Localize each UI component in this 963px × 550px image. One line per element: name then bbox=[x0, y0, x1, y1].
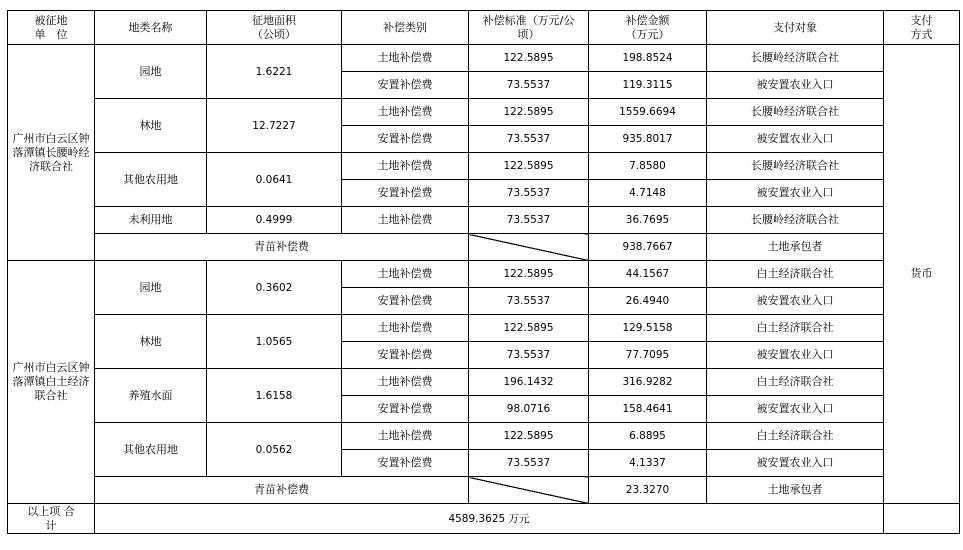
comp-type-cell: 安置补偿费 bbox=[342, 288, 469, 315]
payee-cell: 被安置农业入口 bbox=[707, 450, 884, 477]
diagonal-empty-cell bbox=[469, 477, 589, 504]
table-row bbox=[8, 369, 960, 396]
comp-type-cell: 安置补偿费 bbox=[342, 126, 469, 153]
table-row bbox=[8, 207, 960, 234]
seedling-payee-cell: 土地承包者 bbox=[707, 477, 884, 504]
area-cell: 12.7227 bbox=[207, 99, 342, 153]
payee-cell: 长腰岭经济联合社 bbox=[707, 45, 884, 72]
standard-cell: 122.5895 bbox=[469, 315, 589, 342]
comp-type-cell: 土地补偿费 bbox=[342, 369, 469, 396]
amount-cell: 198.8524 bbox=[589, 45, 707, 72]
amount-cell: 129.5158 bbox=[589, 315, 707, 342]
seedling-amount-cell: 23.3270 bbox=[589, 477, 707, 504]
header-standard: 补偿标准（万元/公 顷） bbox=[469, 11, 589, 45]
payee-cell: 被安置农业入口 bbox=[707, 126, 884, 153]
standard-cell: 122.5895 bbox=[469, 45, 589, 72]
comp-type-cell: 土地补偿费 bbox=[342, 153, 469, 180]
header-area: 征地面积 （公顷） bbox=[207, 11, 342, 45]
comp-type-cell: 安置补偿费 bbox=[342, 396, 469, 423]
comp-type-cell: 土地补偿费 bbox=[342, 315, 469, 342]
land-type-cell: 其他农用地 bbox=[95, 153, 207, 207]
unit-name-cell: 广州市白云区钟落潭镇长腰岭经济联合社 bbox=[8, 45, 95, 261]
table-row bbox=[8, 153, 960, 180]
payee-cell: 被安置农业入口 bbox=[707, 180, 884, 207]
comp-type-cell: 土地补偿费 bbox=[342, 261, 469, 288]
area-cell: 1.0565 bbox=[207, 315, 342, 369]
amount-cell: 77.7095 bbox=[589, 342, 707, 369]
land-type-cell: 林地 bbox=[95, 315, 207, 369]
header-pay-method: 支付 方式 bbox=[884, 11, 960, 45]
area-cell: 1.6158 bbox=[207, 369, 342, 423]
comp-type-cell: 土地补偿费 bbox=[342, 45, 469, 72]
standard-cell: 122.5895 bbox=[469, 423, 589, 450]
payee-cell: 白土经济联合社 bbox=[707, 315, 884, 342]
pay-method-cell: 货币 bbox=[884, 45, 960, 504]
seedling-label-cell: 青苗补偿费 bbox=[95, 477, 469, 504]
comp-type-cell: 安置补偿费 bbox=[342, 450, 469, 477]
standard-cell: 73.5537 bbox=[469, 450, 589, 477]
table-row bbox=[8, 45, 960, 72]
total-row bbox=[8, 504, 960, 534]
land-type-cell: 未利用地 bbox=[95, 207, 207, 234]
standard-cell: 98.0716 bbox=[469, 396, 589, 423]
standard-cell: 122.5895 bbox=[469, 261, 589, 288]
payee-cell: 长腰岭经济联合社 bbox=[707, 207, 884, 234]
standard-cell: 73.5537 bbox=[469, 72, 589, 99]
payee-cell: 被安置农业入口 bbox=[707, 396, 884, 423]
compensation-table bbox=[7, 10, 960, 534]
payee-cell: 白土经济联合社 bbox=[707, 261, 884, 288]
total-empty-cell bbox=[884, 504, 960, 534]
table-row bbox=[8, 99, 960, 126]
comp-type-cell: 安置补偿费 bbox=[342, 180, 469, 207]
comp-type-cell: 土地补偿费 bbox=[342, 423, 469, 450]
amount-cell: 316.9282 bbox=[589, 369, 707, 396]
unit-name-cell: 广州市白云区钟落潭镇白土经济联合社 bbox=[8, 261, 95, 504]
seedling-row bbox=[8, 234, 960, 261]
payee-cell: 被安置农业入口 bbox=[707, 72, 884, 99]
table-row bbox=[8, 261, 960, 288]
total-label-cell: 以上项 合 计 bbox=[8, 504, 95, 534]
amount-cell: 4.1337 bbox=[589, 450, 707, 477]
standard-cell: 122.5895 bbox=[469, 99, 589, 126]
standard-cell: 73.5537 bbox=[469, 126, 589, 153]
amount-cell: 935.8017 bbox=[589, 126, 707, 153]
header-comp-type: 补偿类别 bbox=[342, 11, 469, 45]
amount-cell: 44.1567 bbox=[589, 261, 707, 288]
payee-cell: 白土经济联合社 bbox=[707, 423, 884, 450]
header-unit: 被征地 单 位 bbox=[8, 11, 95, 45]
area-cell: 1.6221 bbox=[207, 45, 342, 99]
amount-cell: 1559.6694 bbox=[589, 99, 707, 126]
header-land-type: 地类名称 bbox=[95, 11, 207, 45]
comp-type-cell: 土地补偿费 bbox=[342, 207, 469, 234]
payee-cell: 被安置农业入口 bbox=[707, 288, 884, 315]
amount-cell: 36.7695 bbox=[589, 207, 707, 234]
diagonal-empty-cell bbox=[469, 234, 589, 261]
land-type-cell: 园地 bbox=[95, 45, 207, 99]
seedling-amount-cell: 938.7667 bbox=[589, 234, 707, 261]
seedling-payee-cell: 土地承包者 bbox=[707, 234, 884, 261]
area-cell: 0.4999 bbox=[207, 207, 342, 234]
land-type-cell: 林地 bbox=[95, 99, 207, 153]
land-type-cell: 养殖水面 bbox=[95, 369, 207, 423]
standard-cell: 73.5537 bbox=[469, 207, 589, 234]
comp-type-cell: 安置补偿费 bbox=[342, 342, 469, 369]
comp-type-cell: 土地补偿费 bbox=[342, 99, 469, 126]
amount-cell: 7.8580 bbox=[589, 153, 707, 180]
standard-cell: 73.5537 bbox=[469, 342, 589, 369]
standard-cell: 73.5537 bbox=[469, 288, 589, 315]
amount-cell: 158.4641 bbox=[589, 396, 707, 423]
comp-type-cell: 安置补偿费 bbox=[342, 72, 469, 99]
amount-cell: 119.3115 bbox=[589, 72, 707, 99]
standard-cell: 122.5895 bbox=[469, 153, 589, 180]
header-payee: 支付对象 bbox=[707, 11, 884, 45]
seedling-row bbox=[8, 477, 960, 504]
total-value-cell: 4589.3625 万元 bbox=[95, 504, 884, 534]
area-cell: 0.0641 bbox=[207, 153, 342, 207]
area-cell: 0.0562 bbox=[207, 423, 342, 477]
payee-cell: 长腰岭经济联合社 bbox=[707, 153, 884, 180]
amount-cell: 6.8895 bbox=[589, 423, 707, 450]
header-row bbox=[8, 11, 960, 45]
standard-cell: 196.1432 bbox=[469, 369, 589, 396]
compensation-table-body bbox=[8, 11, 960, 534]
payee-cell: 长腰岭经济联合社 bbox=[707, 99, 884, 126]
amount-cell: 26.4940 bbox=[589, 288, 707, 315]
seedling-label-cell: 青苗补偿费 bbox=[95, 234, 469, 261]
land-type-cell: 园地 bbox=[95, 261, 207, 315]
standard-cell: 73.5537 bbox=[469, 180, 589, 207]
header-amount: 补偿金额 （万元） bbox=[589, 11, 707, 45]
table-row bbox=[8, 423, 960, 450]
area-cell: 0.3602 bbox=[207, 261, 342, 315]
table-row bbox=[8, 315, 960, 342]
land-type-cell: 其他农用地 bbox=[95, 423, 207, 477]
amount-cell: 4.7148 bbox=[589, 180, 707, 207]
payee-cell: 被安置农业入口 bbox=[707, 342, 884, 369]
payee-cell: 白土经济联合社 bbox=[707, 369, 884, 396]
